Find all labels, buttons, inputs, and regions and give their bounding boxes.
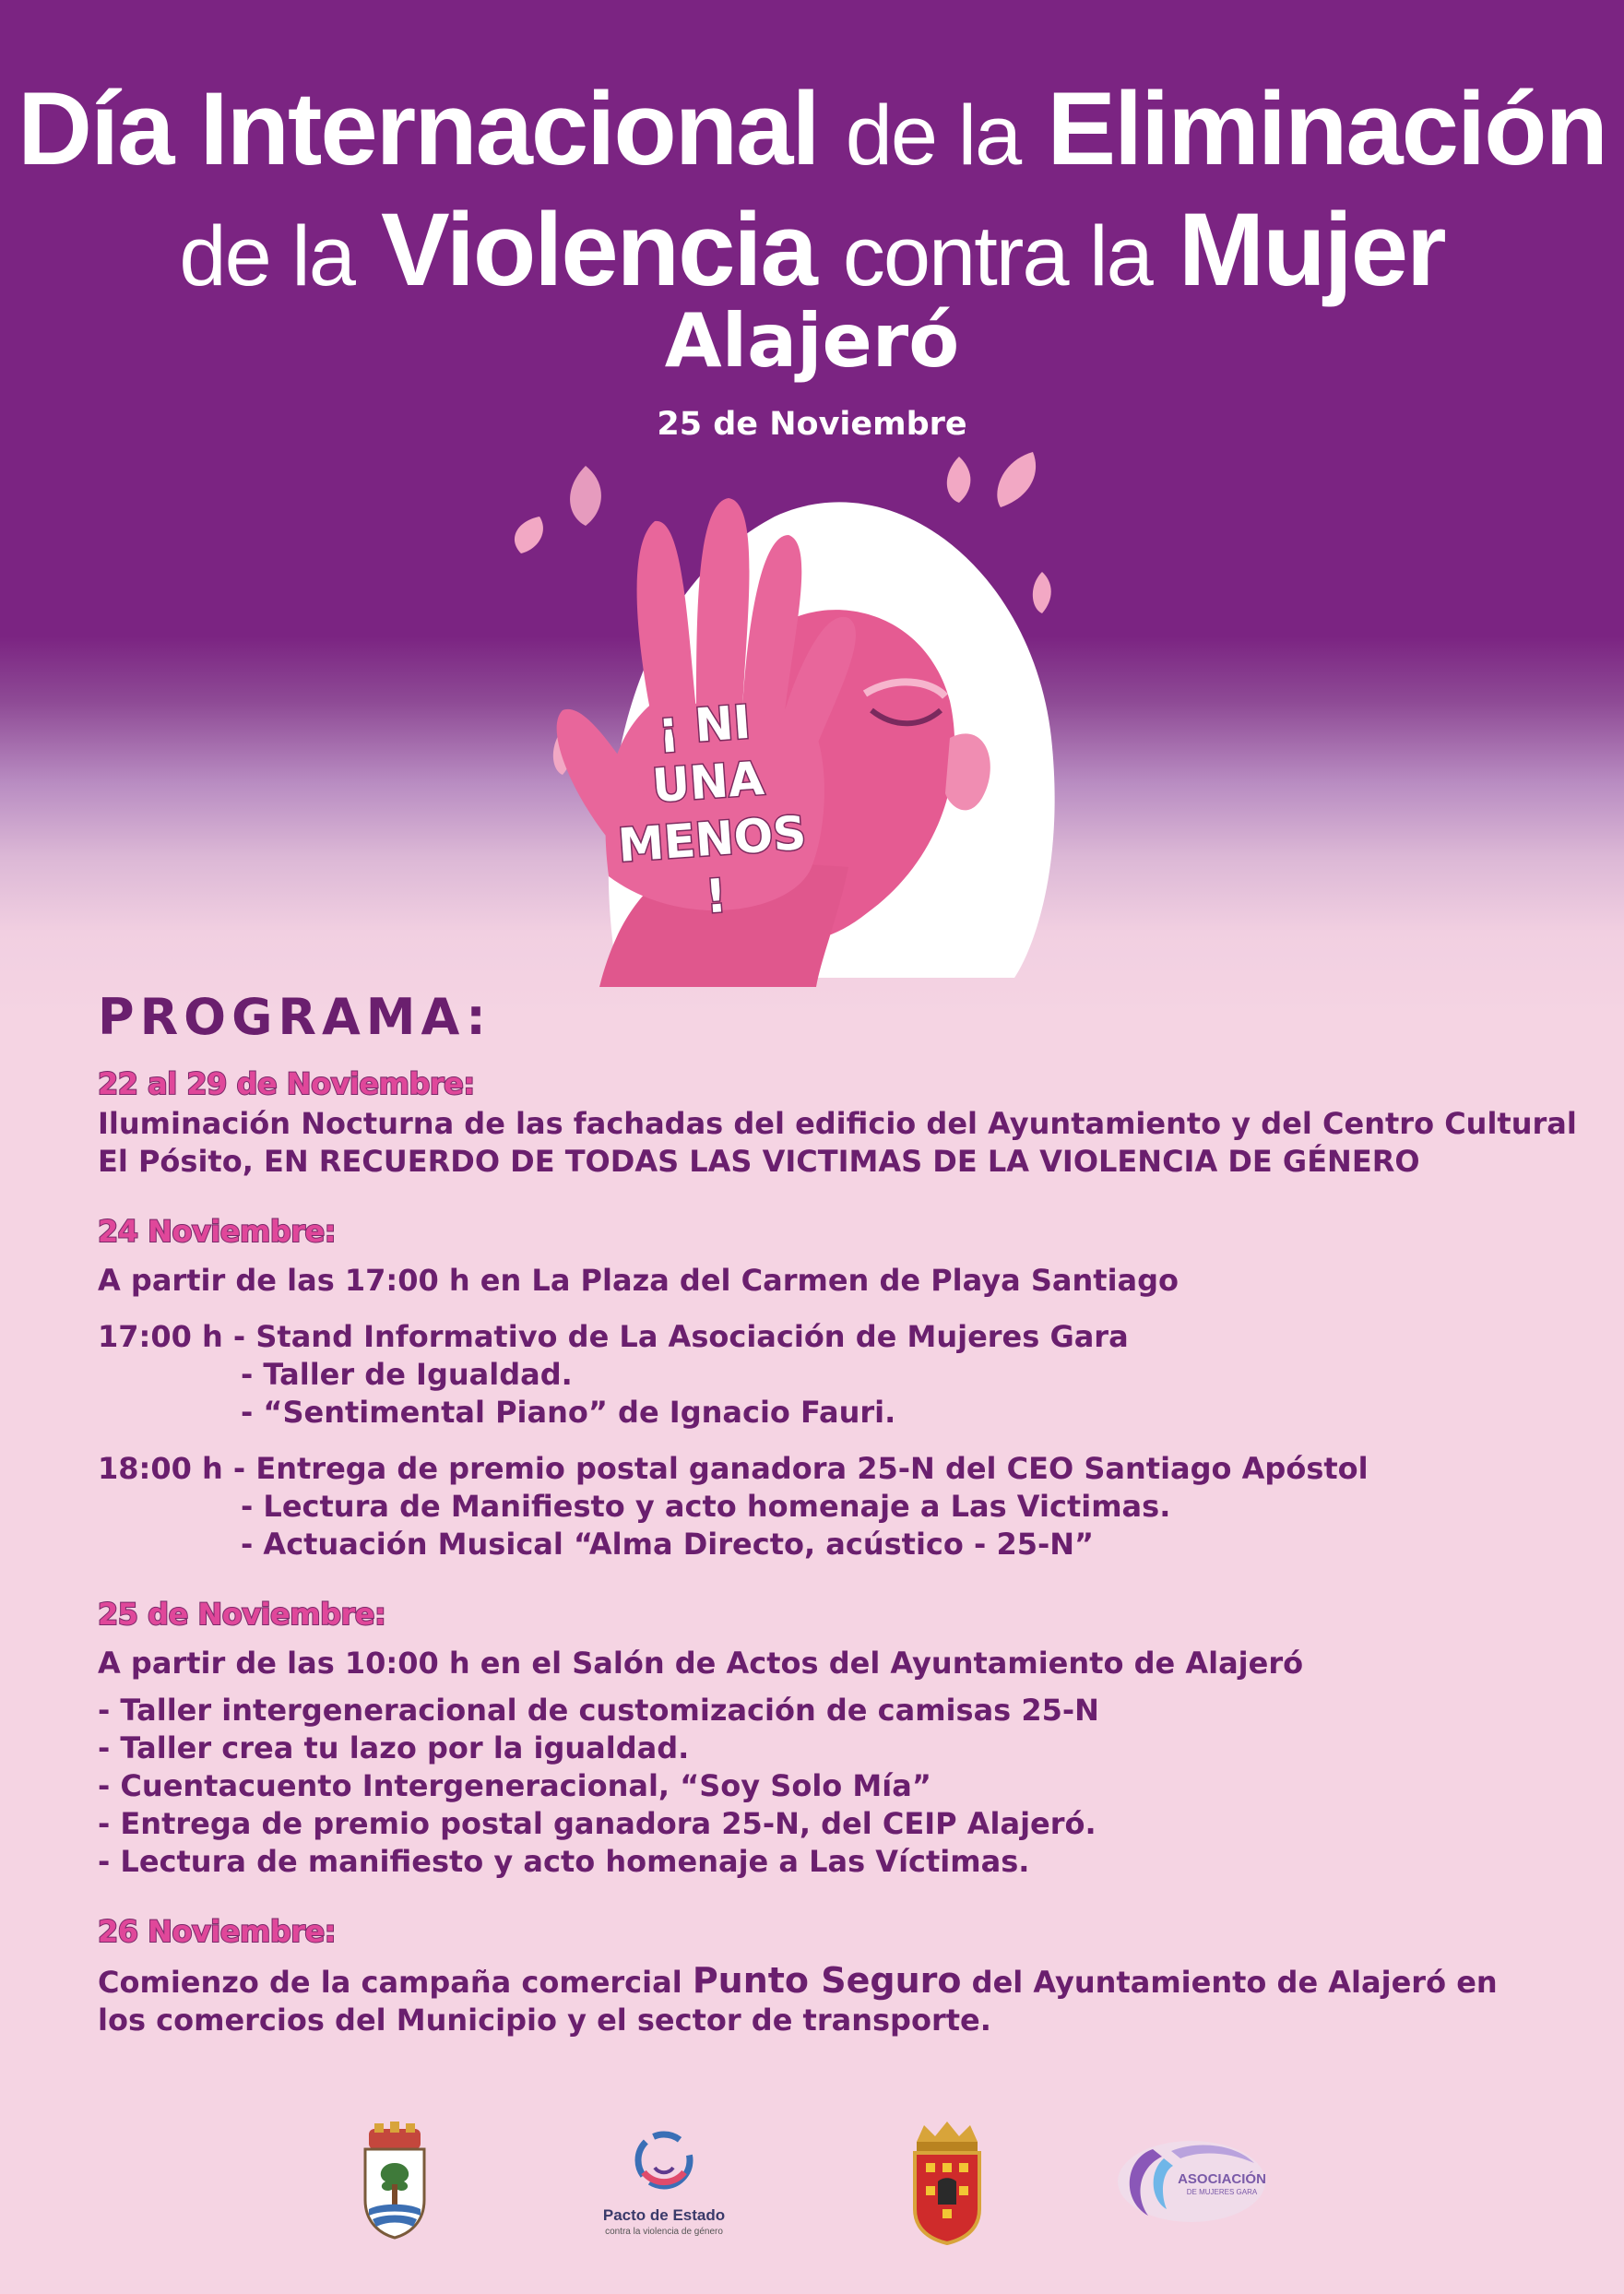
program-line (98, 1962, 1573, 2002)
list-item: - Lectura de manifiesto y acto homenaje a Las Víctimas. (98, 1844, 1030, 1879)
title-word: contra la (842, 209, 1152, 303)
section-heading: 22 al 29 de Noviembre: (98, 1066, 475, 1101)
title-line-1 (0, 72, 1624, 193)
title-word: de la (179, 209, 354, 303)
section-heading: 24 Noviembre: (98, 1214, 336, 1249)
text-span: del Ayuntamiento de Alajeró en (971, 1965, 1498, 2000)
list-item: - Entrega de premio postal ganadora 25-N, del CEIP Alajeró. (98, 1806, 1096, 1841)
program-title: PROGRAMA: (98, 988, 492, 1046)
list-item: - Taller intergeneracional de customización de camisas 25-N (98, 1693, 1099, 1728)
slogan-ni-una-menos (592, 689, 829, 933)
text-span: Comienzo de la campaña comercial (98, 1965, 682, 2000)
asociacion-subtitle: DE MUJERES GARA (1186, 2188, 1258, 2196)
title-word: de la (845, 89, 1021, 183)
program-line: - Actuación Musical “Alma Directo, acústico - 25-N” (241, 1527, 1095, 1562)
program-line: - Lectura de Manifiesto y acto homenaje a Las Victimas. (241, 1489, 1171, 1524)
section-heading: 25 de Noviembre: (98, 1597, 386, 1632)
program-line: 17:00 h - Stand Informativo de La Asociación de Mujeres Gara (98, 1319, 1129, 1354)
pacto-subtitle: contra la violencia de género (605, 2227, 723, 2237)
place-name: Alajeró (664, 298, 960, 384)
asociacion-title: ASOCIACIÓN (1178, 2171, 1266, 2187)
slogan-line: ¡ NI (656, 695, 753, 755)
slogan-line: MENOS ! (616, 805, 809, 924)
title-word: Eliminación (1047, 71, 1606, 186)
gomera-coat-of-arms-icon (907, 2122, 987, 2249)
event-date: 25 de Noviembre (657, 406, 967, 443)
title-word: Violencia (381, 192, 816, 307)
title-word: Día Internacional (18, 71, 819, 186)
sponsor-logos (0, 2122, 1624, 2260)
pacto-de-estado-logo (599, 2122, 729, 2237)
program-line: El Pósito, EN RECUERDO DE TODAS LAS VICTIMAS DE LA VIOLENCIA DE GÉNERO (98, 1144, 1420, 1179)
list-item: - Taller crea tu lazo por la igualdad. (98, 1730, 690, 1765)
program-line: 18:00 h - Entrega de premio postal ganadora 25-N del CEO Santiago Apóstol (98, 1451, 1369, 1486)
section-heading: 26 Noviembre: (98, 1914, 336, 1949)
list-item: - Cuentacuento Intergeneracional, “Soy Solo Mía” (98, 1768, 931, 1803)
program-line: Iluminación Nocturna de las fachadas del edificio del Ayuntamiento y del Centro Cultural (98, 1106, 1577, 1141)
program-line: - Taller de Igualdad. (241, 1357, 573, 1392)
slogan-line: UNA (650, 751, 766, 814)
program-line: A partir de las 17:00 h en La Plaza del Carmen de Playa Santiago (98, 1263, 1179, 1298)
asociacion-mujeres-gara-logo (1116, 2131, 1282, 2236)
program-section (98, 985, 1577, 2039)
program-line: - “Sentimental Piano” de Ignacio Fauri. (241, 1395, 896, 1430)
program-line: A partir de las 10:00 h en el Salón de Actos del Ayuntamiento de Alajeró (98, 1646, 1304, 1681)
alajero-coat-of-arms-icon (358, 2122, 432, 2245)
event-title (0, 72, 1624, 314)
pacto-title: Pacto de Estado (602, 2206, 726, 2224)
program-line: los comercios del Municipio y el sector de transporte. (98, 2003, 991, 2038)
title-word: Mujer (1178, 192, 1445, 307)
punto-seguro-text: Punto Seguro (692, 1960, 962, 2001)
